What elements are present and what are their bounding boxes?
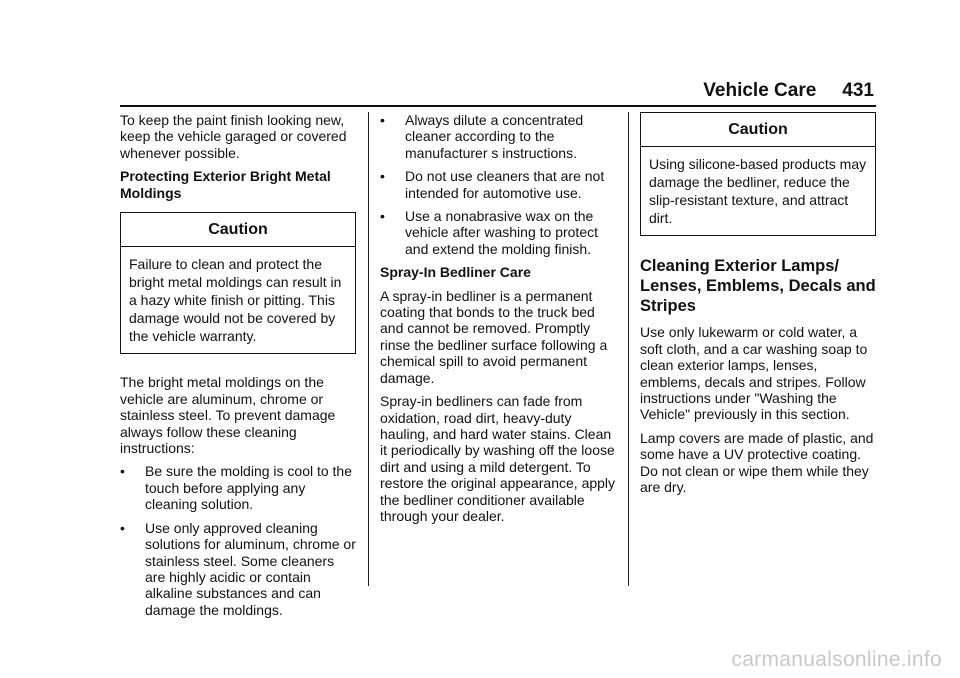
bullet-mark: • <box>120 463 125 480</box>
bullet-text: Be sure the molding is cool to the touch before applying any cleaning solution. <box>145 463 353 513</box>
column-2 <box>380 112 616 531</box>
bullet-mark: • <box>120 519 125 536</box>
header-rule <box>120 105 876 107</box>
column-divider-1 <box>368 112 369 586</box>
lamps-paragraph-2: Lamp covers are made of plastic, and some have a UV protective coating. Do not clean or wipe them while they are dry. <box>640 429 874 496</box>
list-item <box>380 168 616 201</box>
caution-body: Using silicone-based products may damage the bedliner, reduce the slip-resistant texture, and attract dirt. <box>649 156 867 227</box>
lamps-paragraph-1: Use only lukewarm or cold water, a soft cloth, and a car washing soap to clean exterior lamps, lenses, emblems, decals and stripes. Follow instructions under "Washing the Vehicle" previously in this section. <box>640 324 868 423</box>
bullet-mark: • <box>380 208 385 225</box>
caution-box-moldings <box>120 212 356 354</box>
caution-box-bedliner <box>640 112 876 236</box>
list-item <box>120 520 356 618</box>
page-header <box>0 80 874 102</box>
bullet-mark: • <box>380 112 385 128</box>
list-item <box>120 463 356 512</box>
bullet-text: Use a nonabrasive wax on the vehicle after washing to protect and extend the molding finish. <box>405 208 598 257</box>
bedliner-paragraph-1: A spray-in bedliner is a permanent coating that bonds to the truck bed and cannot be removed. Promptly rinse the bedliner surface following a chemical spill to avoid permanent damage. <box>380 287 608 386</box>
bullet-text: Always dilute a concentrated cleaner according to the manufacturer s instructions. <box>405 112 584 161</box>
moldings-heading: Protecting Exterior Bright Metal Moldings <box>120 168 331 201</box>
bullet-text: Do not use cleaners that are not intended for automotive use. <box>405 168 605 201</box>
watermark: carmanualsonline.info <box>731 648 942 671</box>
bedliner-paragraph-2: Spray-in bedliners can fade from oxidation, road dirt, heavy-duty hauling, and hard water stains. Clean it periodically by washing off the loose dirt and using a mild detergent. To restore the original appearance, apply the bedliner conditioner available through your dealer. <box>380 393 616 524</box>
bullet-text: Use only approved cleaning solutions for aluminum, chrome or stainless steel. Some cleaners are highly acidic or contain alkaline substances and can damage the moldings. <box>145 519 356 618</box>
caution-title: Caution <box>121 213 355 247</box>
caution-body: Failure to clean and protect the bright metal moldings can result in a hazy white finish or pitting. This damage would not be covered by the vehicle warranty. <box>129 256 342 345</box>
section-title: Vehicle Care <box>703 80 817 101</box>
column-3 <box>640 112 876 502</box>
lamps-heading: Cleaning Exterior Lamps/ Lenses, Emblems, Decals and Stripes <box>640 257 876 316</box>
column-1 <box>120 112 356 625</box>
bedliner-heading: Spray-In Bedliner Care <box>380 264 531 281</box>
intro-paragraph: To keep the paint finish looking new, keep the vehicle garaged or covered whenever possible. <box>120 112 347 161</box>
list-item <box>380 112 616 161</box>
page-number: 431 <box>842 80 874 101</box>
column-divider-2 <box>628 112 629 586</box>
caution-title: Caution <box>641 113 875 147</box>
bullet-mark: • <box>380 168 385 185</box>
list-item <box>380 208 616 257</box>
moldings-paragraph: The bright metal moldings on the vehicle are aluminum, chrome or stainless steel. To prevent damage always follow these cleaning instructions: <box>120 374 336 457</box>
